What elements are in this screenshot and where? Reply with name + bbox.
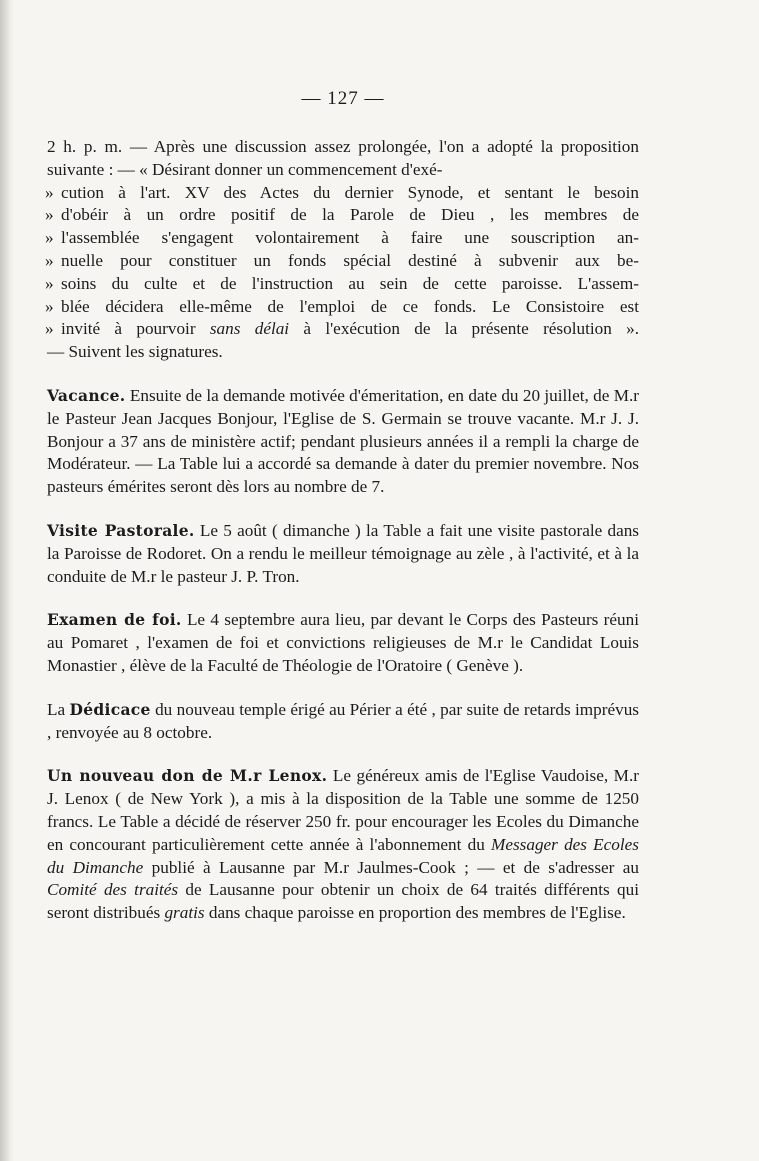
quote-line-7: » invité à pourvoir sans délai à l'exécution de la présente résolution ».	[45, 319, 639, 339]
lenox-italic-gratis: gratis	[164, 903, 205, 923]
visite-text: Le 5 août ( dimanche ) la Table a fait une visite pastorale dans la Paroisse de Rodoret. On a rendu le meilleur témoignage au zèle , à l'activité, et à la conduite de M.r le pasteur J. P. Tron.	[47, 520, 640, 586]
italic-sans-delai: sans délai	[209, 319, 290, 339]
quote-line-1: » cution à l'art. XV des Actes du dernier Synode, et sentant le besoin	[45, 182, 639, 202]
intro-text: 2 h. p. m. — Après une discussion assez prolongée, l'on a adopté la proposition suivante : — « Désirant donner un commencement d'exé-	[47, 137, 639, 179]
page-edge-shadow	[0, 0, 14, 1161]
dedicace-prefix: La	[47, 699, 70, 719]
examen-heading: Examen de foi.	[47, 610, 182, 630]
quote-line-5: » soins du culte et de l'instruction au sein de cette paroisse. L'assem-	[45, 273, 639, 293]
page-number: — 127 —	[301, 88, 385, 109]
lenox-text-4: dans chaque paroisse en proportion des membres de l'Eglise.	[204, 903, 626, 923]
lenox-text-1: Le généreux amis de l'Eglise Vaudoise, M.r J. Lenox ( de New York ), a mis à la disposition de la Table une somme de 1250 francs. Le Table a décidé de réserver 250 fr. pour encourager les Ecoles du Dimanche en concourant particulièrement cette année à l'abonnement du	[47, 766, 639, 854]
visite-paragraph	[47, 520, 639, 588]
dedicace-text: du nouveau temple érigé au Périer a été , par suite de retards imprévus , renvoyée au 8 octobre.	[47, 699, 639, 742]
quote-line-6: » blée décidera elle-même de l'emploi de ce fonds. Le Consistoire est	[45, 296, 639, 316]
lenox-italic-messager: Messager des Ecoles du Dimanche	[47, 834, 639, 877]
lenox-italic-comite: Comité des traités	[47, 880, 179, 900]
examen-paragraph	[47, 609, 639, 677]
visite-heading: Visite Pastorale.	[47, 520, 195, 540]
intro-paragraph	[47, 136, 639, 364]
quote-line-3: » l'assemblée s'engagent volontairement à faire une souscription an-	[45, 228, 639, 248]
vacance-heading: Vacance.	[47, 385, 126, 405]
lenox-text-3: de Lausanne pour obtenir un choix de 64 traités différents qui seront distribués	[47, 880, 639, 923]
quote-line-2: » d'obéir à un ordre positif de la Parole de Dieu , les membres de	[45, 205, 639, 225]
examen-text: Le 4 septembre aura lieu, par devant le Corps des Pasteurs réuni au Pomaret , l'examen de foi et convictions religieuses de M.r le Candidat Louis Monastier , élève de la Faculté de Théologie de l'Oratoire ( Genève ).	[47, 610, 639, 675]
dedicace-heading: Dédicace	[69, 699, 151, 719]
signatures-line: — Suivent les signatures.	[47, 342, 223, 362]
vacance-text: Ensuite de la demande motivée d'émeritation, en date du 20 juillet, de M.r le Pasteur Jean Jacques Bonjour, l'Eglise de S. Germain se trouve vacante. M.r J. J. Bonjour a 37 ans de ministère actif; pendant plusieurs années il a rempli la charge de Modérateur. — La Table lui a accordé sa demande à dater du premier novembre. Nos pasteurs émérites seront dès lors au nombre de 7.	[47, 385, 640, 497]
dedicace-paragraph	[47, 699, 639, 745]
lenox-paragraph	[47, 765, 639, 925]
document-page	[47, 88, 639, 925]
lenox-heading: Un nouveau don de M.r Lenox.	[47, 766, 328, 786]
vacance-paragraph	[47, 385, 639, 499]
quote-line-4: » nuelle pour constituer un fonds spécial destiné à subvenir aux be-	[45, 250, 639, 270]
lenox-text-2: publié à Lausanne par M.r Jaulmes-Cook ; — et de s'adresser au	[143, 857, 640, 877]
